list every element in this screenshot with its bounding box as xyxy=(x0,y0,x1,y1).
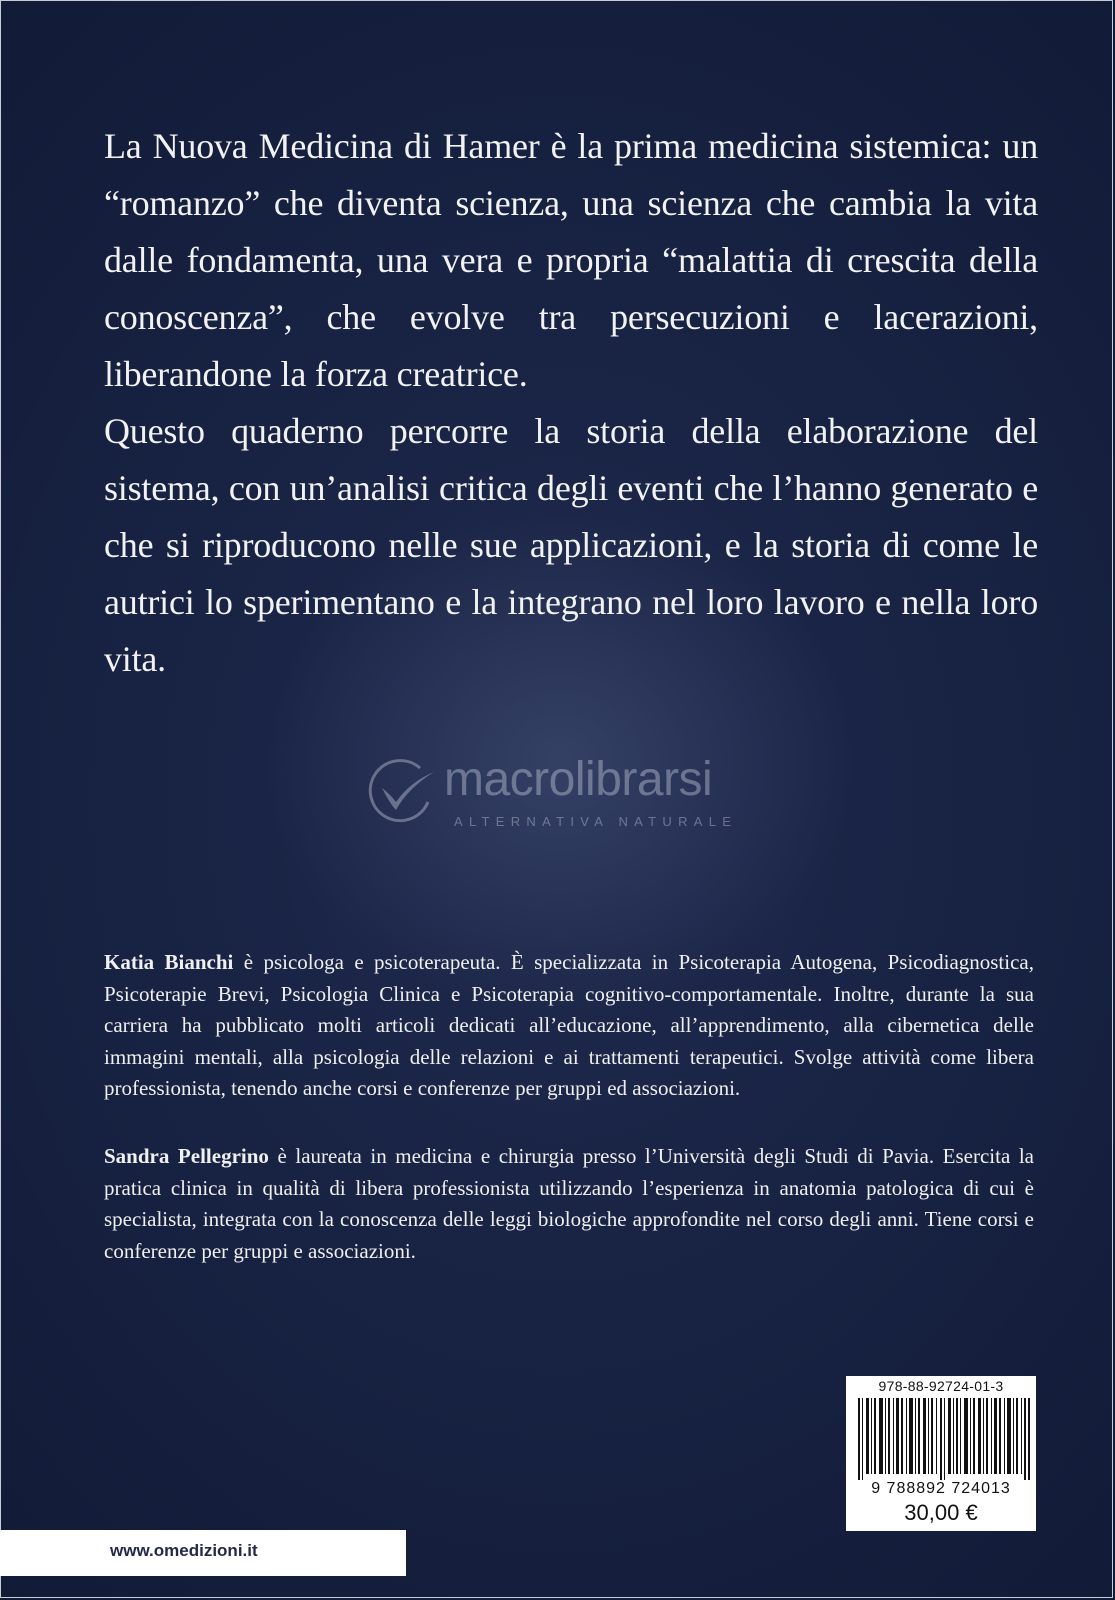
author-bio-2 xyxy=(104,1141,1034,1267)
barcode-digits: 9 788892 724013 xyxy=(871,1480,1011,1497)
author-name-1: Katia Bianchi xyxy=(104,950,234,974)
author-bio-text-1: è psicologa e psicoterapeuta. È specializzata in Psicoterapia Autogena, Psicodiagnostica, Psicoterapie Brevi, Psicologia Clinica e Psicoterapia cognitivo-comportamentale. Inoltre, durante la sua carriera ha pubblicato molti articoli dedicati all’educazione, all’apprendimento, alla cibernetica delle immagini mentali, alla psicologia delle relazioni e ai trattamenti terapeutici. Svolge attività come libera professionista, tenendo anche corsi e conferenze per gruppi ed associazioni. xyxy=(104,950,1034,1101)
watermark-tagline: ALTERNATIVA NATURALE xyxy=(454,814,738,829)
blurb xyxy=(104,118,1038,688)
publisher-url-box xyxy=(0,1530,406,1576)
author-bio-1 xyxy=(104,947,1034,1105)
author-bio-text-2: è laureata in medicina e chirurgia presso l’Università degli Studi di Pavia. Esercita la pratica clinica in qualità di libera professionista utilizzando l’esperienza in anatomia patologica di cui è specialista, integrata con la conoscenza delle leggi biologiche approfondite nel corso degli anni. Tiene corsi e conferenze per gruppi e associazioni. xyxy=(104,1144,1034,1263)
author-name-2: Sandra Pellegrino xyxy=(104,1144,269,1168)
blurb-paragraph-2: Questo quaderno percorre la storia della elaborazione del sistema, con un’analisi critica degli eventi che l’hanno generato e che si riproducono nelle sue applicazioni, e la storia di come le autrici lo sperimentano e la integrano nel loro lavoro e nella loro vita. xyxy=(104,411,1038,679)
macrolibrarsi-watermark xyxy=(360,752,760,842)
watermark-name: macrolibrarsi xyxy=(444,753,713,806)
blurb-paragraph-1: La Nuova Medicina di Hamer è la prima medicina sistemica: un “romanzo” che diventa scienza, una scienza che cambia la vita dalle fondamenta, una vera e propria “malattia di crescita della conoscenza”, che evolve tra persecuzioni e lacerazioni, liberandone la forza creatrice. xyxy=(104,126,1038,394)
barcode-label xyxy=(846,1376,1036,1531)
isbn-text: 978-88-92724-01-3 xyxy=(878,1378,1004,1394)
price: 30,00 € xyxy=(904,1500,978,1525)
macrolibrarsi-logo-icon xyxy=(360,758,438,824)
barcode-icon xyxy=(858,1398,1030,1480)
publisher-url[interactable]: www.omedizioni.it xyxy=(110,1541,258,1560)
